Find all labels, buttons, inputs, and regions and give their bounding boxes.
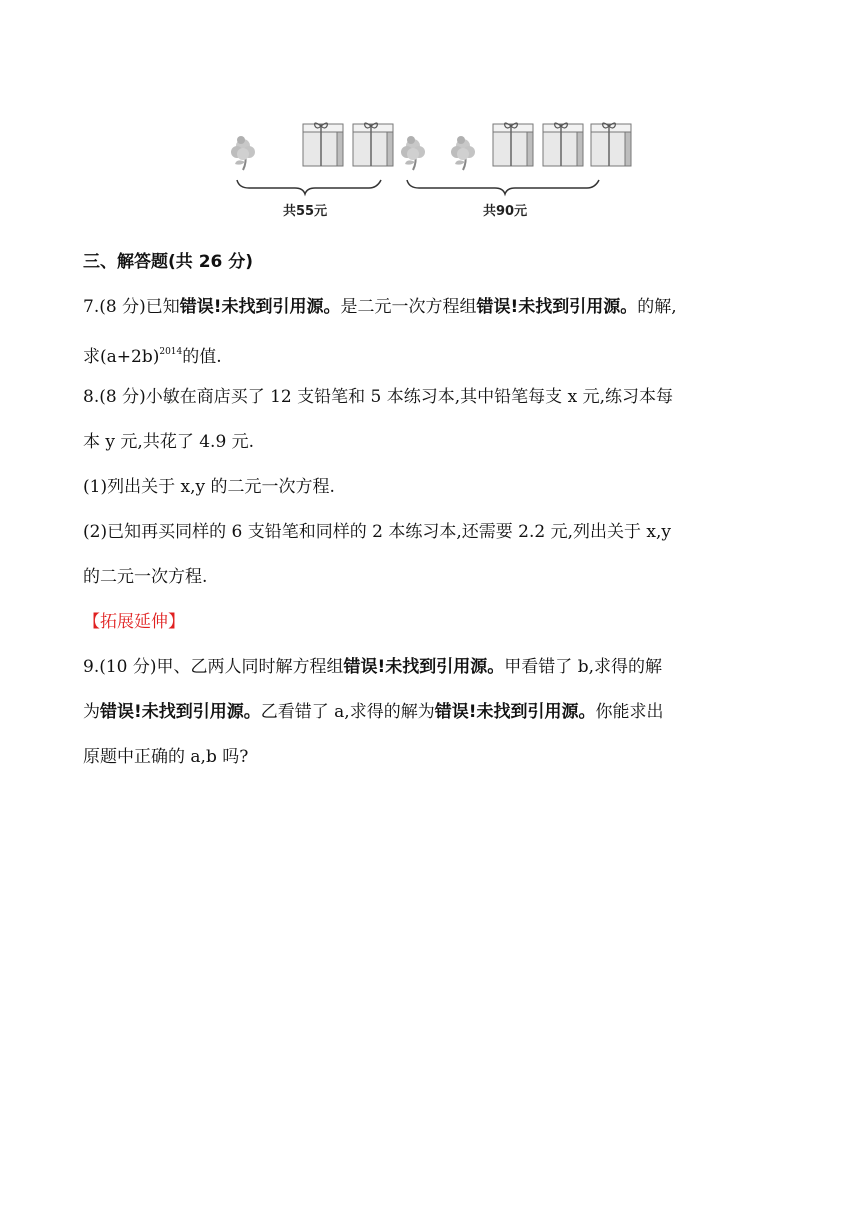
gift-box-icon: [303, 123, 343, 166]
q7-exponent: 2014: [159, 347, 183, 357]
extension-heading: 【拓展延伸】: [83, 612, 185, 632]
q9-l2-pre: 为: [83, 702, 100, 722]
q9-l2-mid: 乙看错了 a,求得的解为: [260, 702, 435, 722]
q8-line-2: 本 y 元,共花了 4.9 元.: [83, 432, 255, 452]
q9-error-ref-1: 错误!未找到引用源。: [343, 657, 505, 677]
q9-number: 9.(10 分)甲、乙两人同时解方程组: [83, 657, 344, 677]
section-heading: 三、解答题(共 26 分): [83, 252, 254, 272]
q7-line-2: [83, 336, 783, 381]
q9-mid-text: 甲看错了 b,求得的解: [504, 657, 662, 677]
q9-line-2: [83, 696, 783, 741]
q8-part-2-line-1: (2)已知再买同样的 6 支铅笔和同样的 2 本练习本,还需要 2.2 元,列出关于 x,y: [83, 522, 671, 542]
q7-number: 7.(8 分)已知: [83, 297, 180, 317]
q7-line-1: [83, 291, 783, 336]
q7-end-text: 的解,: [637, 297, 677, 317]
flower-icon: [451, 136, 475, 170]
flower-icon: [401, 136, 425, 170]
left-price-caption: 共55元: [283, 204, 328, 219]
flower-icon: [231, 136, 255, 170]
right-price-caption: 共90元: [483, 204, 528, 219]
q7-error-ref-2: 错误!未找到引用源。: [476, 297, 638, 317]
gift-box-icon: [493, 123, 533, 166]
q9-l2-end: 你能求出: [595, 702, 664, 722]
q7-error-ref-1: 错误!未找到引用源。: [179, 297, 341, 317]
figure-flowers-gifts: [225, 118, 645, 228]
left-brace: [237, 180, 381, 194]
gift-box-icon: [591, 123, 631, 166]
q9-error-ref-3: 错误!未找到引用源。: [434, 702, 596, 722]
gift-box-icon: [353, 123, 393, 166]
figure-illustration: [225, 118, 645, 198]
gift-box-icon: [543, 123, 583, 166]
q7-mid-text: 是二元一次方程组: [340, 297, 477, 317]
q8-line-1: 8.(8 分)小敏在商店买了 12 支铅笔和 5 本练习本,其中铅笔每支 x 元,练习本每: [83, 387, 673, 407]
q8-part-2-line-2: 的二元一次方程.: [83, 567, 208, 587]
q7-expression: 求(a+2b): [83, 347, 160, 367]
question-content: [83, 246, 783, 786]
right-brace: [407, 180, 599, 194]
q9-line-1: [83, 651, 783, 696]
q9-error-ref-2: 错误!未找到引用源。: [100, 702, 261, 722]
q9-line-3: 原题中正确的 a,b 吗?: [83, 747, 249, 767]
q8-part-1: (1)列出关于 x,y 的二元一次方程.: [83, 477, 335, 497]
q7-ask: 的值.: [182, 347, 222, 367]
